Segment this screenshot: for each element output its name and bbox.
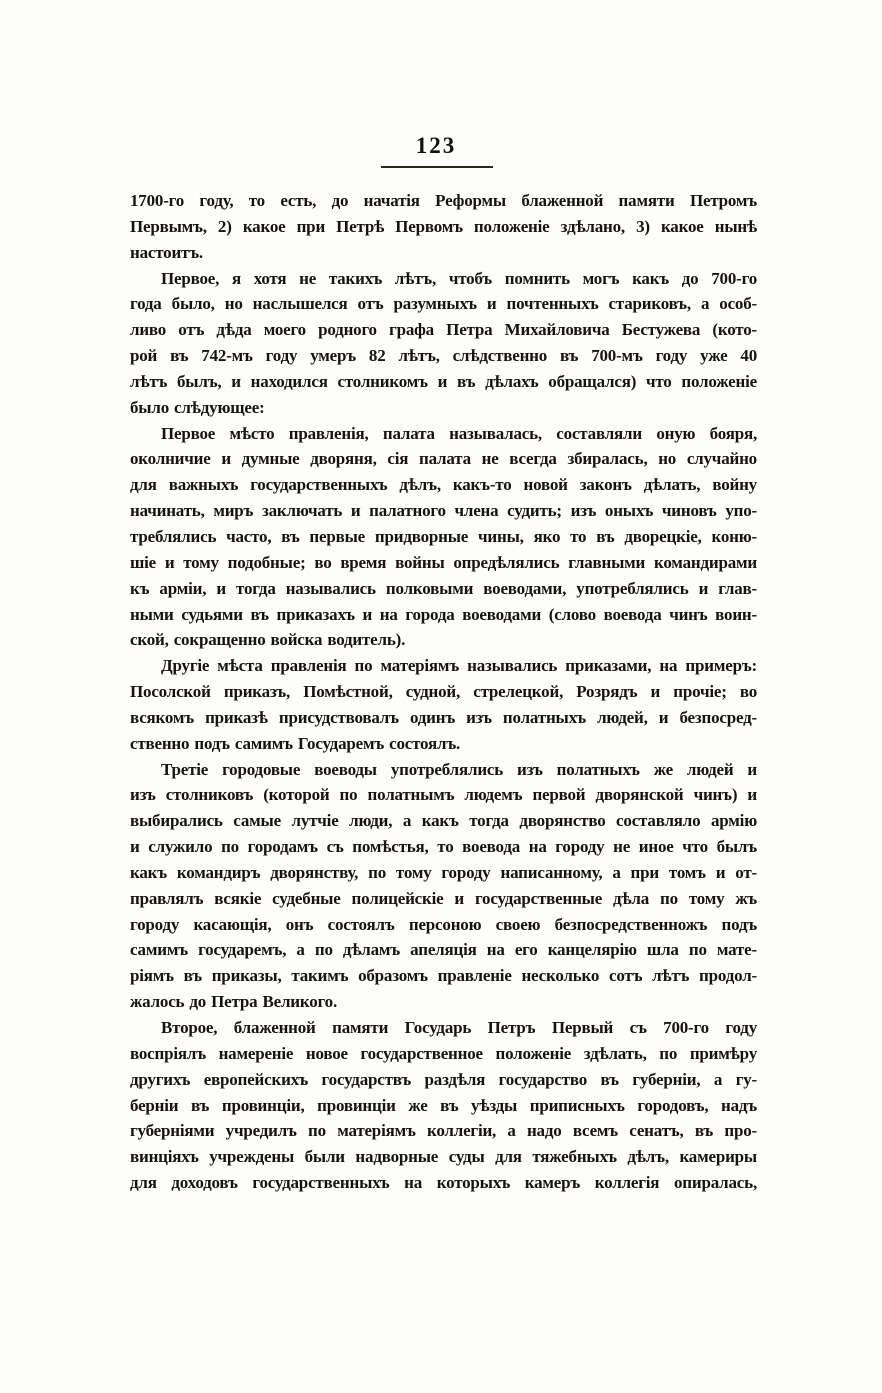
page-number: 123 [415,133,457,158]
text-line: было слѣдующее: [130,397,265,417]
text-line: Первымъ, 2) какое при Петрѣ Первомъ положеніе здѣлано, 3) какое нынѣ [130,216,757,236]
text-line: какъ командиръ дворянству, по тому городу написанному, а при томъ и от- [130,862,757,882]
text-line: воспріялъ намереніе новое государственное положеніе здѣлать, по примѣру [130,1043,757,1063]
text-line: всякомъ приказѣ присудствовалъ одинъ изъ полатныхъ людей, и безпосред- [130,707,757,727]
text-line: для важныхъ государственныхъ дѣлъ, какъ-то новой законъ дѣлать, войну [130,475,757,495]
text-line: ственно подъ самимъ Государемъ состоялъ. [130,733,461,753]
text-line: настоитъ. [130,242,203,262]
text-line: ными судьями въ приказахъ и на города воеводами (слово воевода чинъ воин- [130,604,757,624]
text-line: рой въ 742-мъ году умеръ 82 лѣтъ, слѣдственно въ 700-мъ году уже 40 [130,346,757,366]
text-line: ливо отъ дѣда моего родного графа Петра Михайловича Бестужева (кото- [130,320,757,340]
text-line: для доходовъ государственныхъ на которыхъ камеръ коллегія опиралась, [130,1173,757,1193]
text-line: Первое мѣсто правленія, палата называлась, составляли оную бояря, [161,423,757,443]
text-line: другихъ европейскихъ государствъ раздѣля государство въ губерніи, а гу- [130,1069,757,1089]
text-line: губерніями учредилъ по матеріямъ коллегіи, а надо всемъ сенатъ, въ про- [130,1121,757,1141]
text-line: шіе и тому подобные; во время войны опредѣлялись главными командирами [130,552,757,572]
text-line: винціяхъ учреждены были надворные суды для тяжебныхъ дѣлъ, камериры [130,1147,757,1167]
text-line: околничие и думные дворяня, сія палата не всегда збиралась, но случайно [130,449,757,469]
text-line: городу касающія, онъ состоялъ персоною своею безпосредственножъ подъ [130,914,757,934]
text-line: года было, но наслышелся отъ разумныхъ и почтенныхъ стариковъ, а особ- [130,294,757,314]
text-line: Первое, я хотя не такихъ лѣтъ, чтобъ помнить могъ какъ до 700-го [161,268,757,288]
text-line: ріямъ въ приказы, такимъ образомъ правленіе несколько сотъ лѣтъ продол- [130,966,757,986]
text-line: Третіе городовые воеводы употреблялись изъ полатныхъ же людей и [161,759,757,779]
text-line: изъ столниковъ (которой по полатнымъ людемъ первой дворянской чинъ) и [130,785,757,805]
text-line: треблялись часто, въ первые придворные чины, яко то въ дворецкіе, коню- [130,526,757,546]
text-line: 1700-го году, то есть, до начатія Реформы блаженной памяти Петромъ [130,191,757,210]
text-line: берніи въ провинціи, провинціи же въ уѣзды приписныхъ городовъ, надъ [130,1095,757,1115]
text-line: ской, сокращенно войска водитель). [130,630,406,650]
text-block [130,188,757,1196]
text-line: лѣтъ былъ, и находился столникомъ и въ дѣлахъ обращался) что положеніе [130,371,757,391]
text-line: правлялъ всякіе судебные полицейскіе и государственные дѣла по тому жъ [130,888,757,908]
text-line: выбирались самые лутчіе люди, а какъ тогда дворянство составляло армію [130,811,757,831]
text-line: Второе, блаженной памяти Государь Петръ Первый съ 700-го году [161,1018,757,1037]
text-line: Посолской приказъ, Помѣстной, судной, стрелецкой, Розрядъ и прочіе; во [130,682,757,702]
text-line: къ арміи, и тогда назывались полковыми воеводами, употреблялись и глав- [130,578,757,598]
text-line: Другіе мѣста правленія по матеріямъ назывались приказами, на примеръ: [161,656,757,676]
text-line: начинать, миръ заключать и палатного члена судить; изъ оныхъ чиновъ упо- [130,501,757,521]
text-line: жалось до Петра Великого. [130,992,338,1012]
text-line: самимъ государемъ, а по дѣламъ апеляція на его канцелярію шла по мате- [130,940,757,960]
page-number-rule [381,166,493,168]
text-line: и служило по городамъ съ помѣстья, то воевода на городу не иное что былъ [130,837,757,857]
